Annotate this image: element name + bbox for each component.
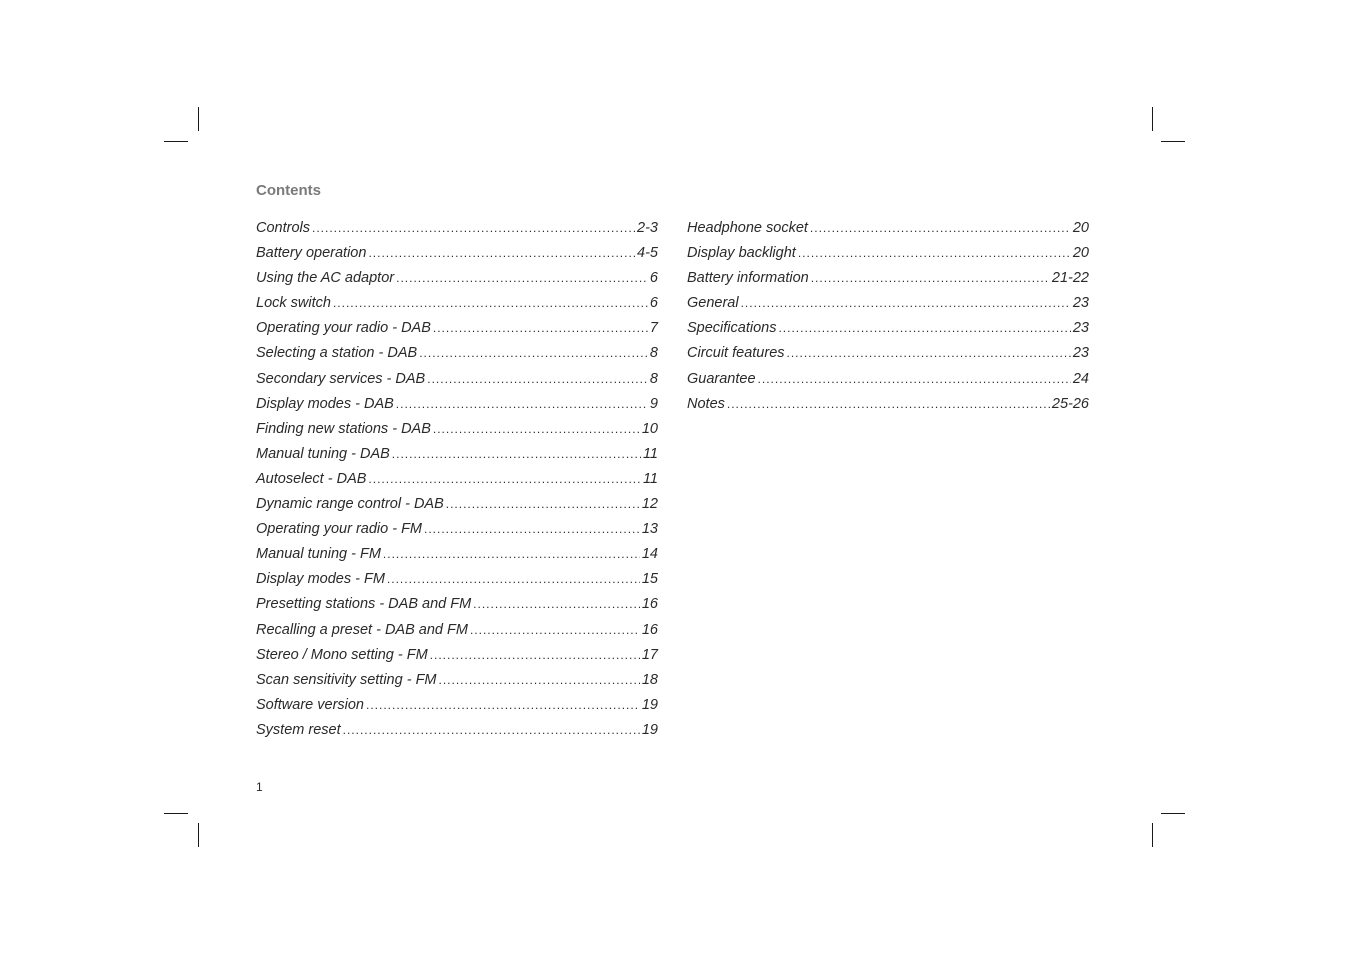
toc-dot-leader [778, 321, 1070, 335]
toc-entry-page: 6 [649, 270, 658, 287]
toc-entry-page: 7 [649, 320, 658, 337]
toc-entry[interactable] [687, 220, 1089, 245]
toc-entry[interactable] [256, 295, 658, 320]
toc-dot-leader [473, 597, 640, 611]
toc-dot-leader [396, 397, 648, 411]
toc-entry-label: Display modes - FM [256, 571, 385, 588]
toc-entry[interactable] [687, 371, 1089, 396]
toc-entry[interactable] [256, 647, 658, 672]
page-number: 1 [256, 780, 263, 794]
toc-entry[interactable] [256, 345, 658, 370]
contents-title: Contents [256, 182, 321, 199]
toc-entry-label: System reset [256, 721, 341, 738]
toc-entry-label: Finding new stations - DAB [256, 420, 431, 437]
toc-entry[interactable] [256, 571, 658, 596]
toc-dot-leader [424, 522, 640, 536]
toc-dot-leader [727, 397, 1050, 411]
toc-entry-page: 20 [1072, 245, 1089, 262]
toc-entry-page: 25-26 [1051, 395, 1089, 412]
toc-entry-label: Presetting stations - DAB and FM [256, 596, 472, 613]
toc-entry[interactable] [256, 622, 658, 647]
toc-entry-page: 11 [642, 445, 658, 462]
toc-entry-page: 14 [641, 546, 658, 563]
toc-dot-leader [333, 296, 648, 310]
toc-entry[interactable] [256, 471, 658, 496]
toc-dot-leader [810, 221, 1071, 235]
toc-dot-leader [787, 346, 1071, 360]
toc-entry-label: Circuit features [687, 345, 785, 362]
toc-entry-label: Operating your radio - FM [256, 521, 423, 538]
crop-mark-top-left-horizontal [164, 141, 188, 142]
toc-entry[interactable] [256, 220, 658, 245]
toc-entry[interactable] [687, 396, 1089, 421]
toc-entry-page: 13 [641, 521, 658, 538]
toc-entry-page: 15 [641, 571, 658, 588]
toc-entry-page: 19 [641, 721, 658, 738]
toc-entry-page: 23 [1072, 295, 1089, 312]
toc-dot-leader [446, 497, 640, 511]
crop-mark-top-left-vertical [198, 107, 199, 131]
toc-dot-leader [312, 221, 635, 235]
toc-entry-label: Dynamic range control - DAB [256, 496, 444, 513]
toc-entry[interactable] [256, 270, 658, 295]
toc-entry-label: Software version [256, 696, 364, 713]
toc-entry-label: Manual tuning - DAB [256, 445, 390, 462]
toc-entry-label: Operating your radio - DAB [256, 320, 431, 337]
toc-dot-leader [419, 346, 648, 360]
toc-dot-leader [366, 698, 640, 712]
toc-entry[interactable] [256, 596, 658, 621]
crop-mark-bottom-right-horizontal [1161, 813, 1185, 814]
toc-entry-page: 2-3 [637, 220, 658, 236]
toc-entry-label: General [687, 295, 739, 312]
toc-entry[interactable] [256, 320, 658, 345]
toc-entry-page: 16 [641, 596, 658, 613]
toc-dot-leader [758, 372, 1071, 386]
toc-entry-page: 19 [641, 696, 658, 713]
toc-entry-label: Lock switch [256, 295, 331, 312]
toc-dot-leader [798, 246, 1071, 260]
toc-entry-label: Secondary services - DAB [256, 370, 426, 387]
toc-entry-page: 18 [641, 671, 658, 688]
crop-mark-top-right-vertical [1152, 107, 1153, 131]
toc-entry-label: Headphone socket [687, 220, 808, 236]
toc-dot-leader [368, 472, 641, 486]
toc-dot-leader [387, 572, 640, 586]
toc-dot-leader [392, 447, 641, 461]
toc-entry[interactable] [256, 371, 658, 396]
toc-entry-page: 17 [641, 646, 658, 663]
crop-mark-bottom-left-vertical [198, 823, 199, 847]
toc-entry[interactable] [256, 245, 658, 270]
toc-left-column [256, 220, 658, 747]
toc-entry-page: 23 [1072, 345, 1089, 362]
toc-entry[interactable] [256, 672, 658, 697]
toc-entry-label: Notes [687, 395, 725, 412]
toc-entry-page: 20 [1072, 220, 1089, 236]
toc-entry-page: 21-22 [1051, 270, 1089, 287]
toc-entry[interactable] [687, 295, 1089, 320]
toc-entry[interactable] [256, 421, 658, 446]
toc-entry-label: Guarantee [687, 370, 756, 387]
toc-dot-leader [741, 296, 1071, 310]
toc-entry-page: 9 [649, 395, 658, 412]
toc-entry-label: Recalling a preset - DAB and FM [256, 621, 468, 638]
toc-entry[interactable] [256, 521, 658, 546]
toc-entry-label: Autoselect - DAB [256, 470, 367, 487]
toc-dot-leader [396, 271, 648, 285]
toc-entry[interactable] [256, 496, 658, 521]
crop-mark-bottom-right-vertical [1152, 823, 1153, 847]
toc-dot-leader [430, 648, 640, 662]
toc-entry-label: Manual tuning - FM [256, 546, 381, 563]
toc-dot-leader [811, 271, 1050, 285]
toc-entry-page: 8 [649, 345, 658, 362]
toc-entry-label: Stereo / Mono setting - FM [256, 646, 428, 663]
toc-entry-label: Using the AC adaptor [256, 270, 395, 287]
toc-entry-page: 6 [649, 295, 658, 312]
toc-entry[interactable] [256, 546, 658, 571]
toc-dot-leader [433, 321, 648, 335]
toc-entry-page: 16 [641, 621, 658, 638]
toc-entry[interactable] [687, 270, 1089, 295]
toc-entry-page: 23 [1072, 320, 1089, 337]
toc-dot-leader [470, 623, 640, 637]
toc-entry-page: 12 [641, 496, 658, 513]
crop-mark-bottom-left-horizontal [164, 813, 188, 814]
toc-dot-leader [427, 372, 648, 386]
toc-dot-leader [433, 422, 640, 436]
toc-entry[interactable] [687, 345, 1089, 370]
toc-entry-label: Specifications [687, 320, 777, 337]
toc-entry[interactable] [256, 396, 658, 421]
toc-entry-page: 11 [642, 470, 658, 487]
toc-dot-leader [439, 673, 640, 687]
toc-entry-label: Display backlight [687, 245, 796, 262]
toc-entry-label: Selecting a station - DAB [256, 345, 418, 362]
toc-entry-page: 10 [641, 420, 658, 437]
toc-entry[interactable] [256, 446, 658, 471]
toc-entry-label: Controls [256, 220, 310, 236]
toc-entry[interactable] [256, 722, 658, 747]
toc-entry-label: Scan sensitivity setting - FM [256, 671, 437, 688]
toc-right-column [687, 220, 1089, 421]
toc-entry-page: 4-5 [637, 245, 658, 262]
toc-entry[interactable] [256, 697, 658, 722]
toc-dot-leader [368, 246, 635, 260]
toc-dot-leader [383, 547, 640, 561]
toc-entry[interactable] [687, 245, 1089, 270]
toc-entry-page: 24 [1072, 370, 1089, 387]
toc-dot-leader [343, 723, 640, 737]
toc-entry-label: Battery information [687, 270, 809, 287]
crop-mark-top-right-horizontal [1161, 141, 1185, 142]
toc-entry[interactable] [687, 320, 1089, 345]
toc-entry-page: 8 [649, 370, 658, 387]
toc-entry-label: Battery operation [256, 245, 367, 262]
toc-entry-label: Display modes - DAB [256, 395, 394, 412]
